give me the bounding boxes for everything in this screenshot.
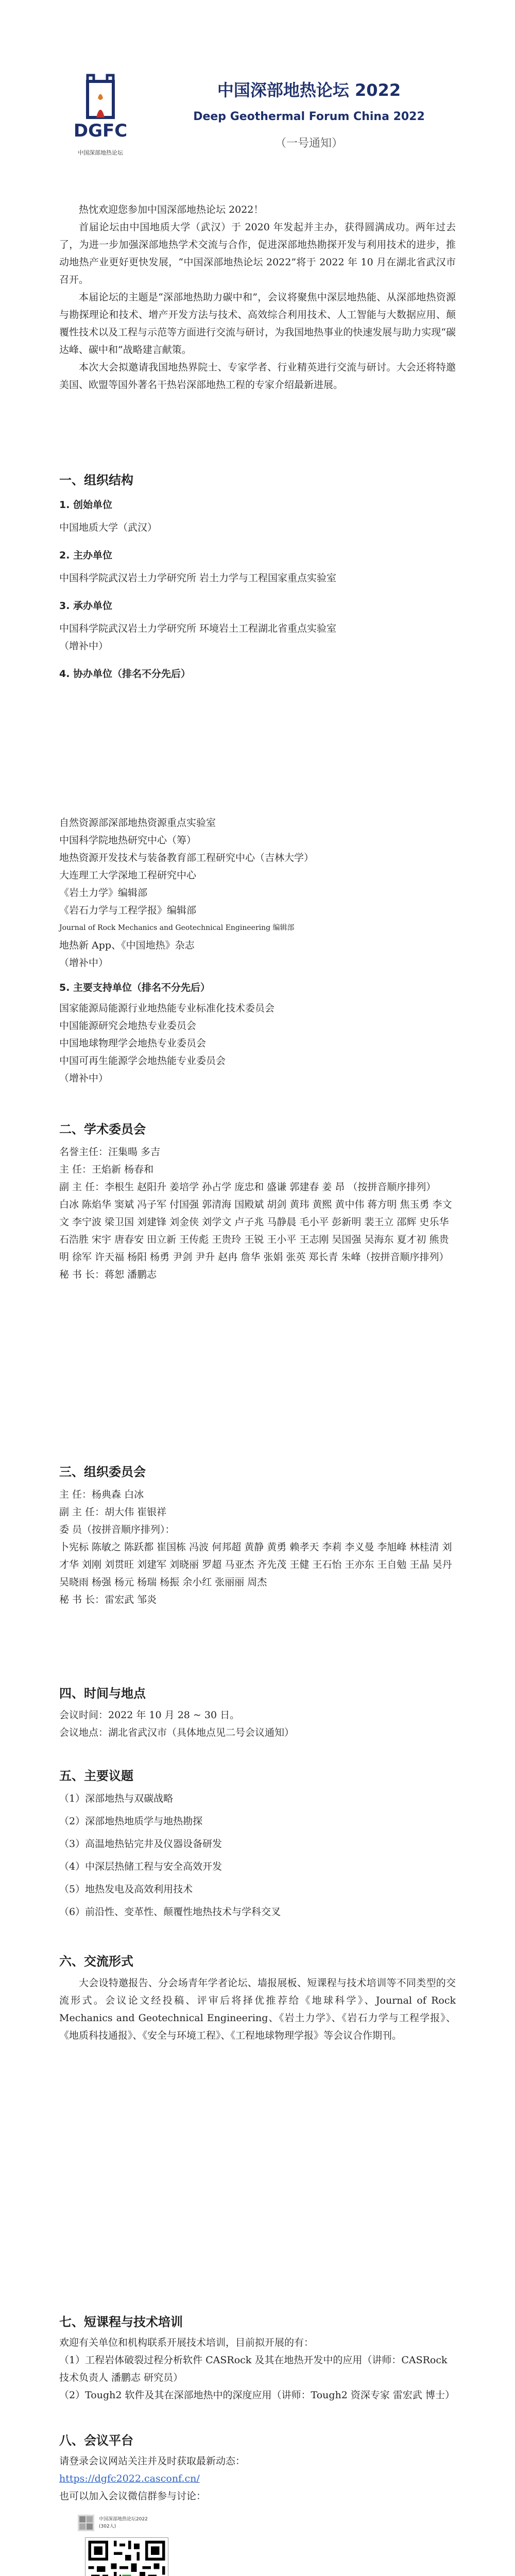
section-time-place <box>59 1685 456 1741</box>
co-organizer-item: 《岩石力学与工程学报》编辑部 <box>59 905 197 916</box>
supporter-item: （增补中） <box>59 1073 109 1084</box>
members-label: 委 员（按拼音顺序排列）： <box>59 1524 175 1535</box>
organizer-title: 3. 承办单位 <box>59 600 113 612</box>
meeting-place: 会议地点：湖北省武汉市（具体地点见二号会议通知） <box>59 1727 295 1738</box>
course-item: （2）Tough2 软件及其在深部地热中的深度应用（讲师：Tough2 资深专家 雷宏武 博士） <box>59 2389 455 2401</box>
intro-history: 首届论坛由中国地质大学（武汉）于 2020 年发起并主办，获得圆满成功。两年过去了，为进一步加强深部地热学术交流与合作，促进深部地热勘探开发与利用技术的进步，推动地热产业更好更快发展，“中国深部地热论坛 2022”将于 2022 年 10 月在湖北省武汉市召开。 <box>59 222 456 285</box>
founder-title: 1. 创始单位 <box>59 499 113 511</box>
honorary-chair: 名誉主任：汪集暘 多吉 <box>59 1146 161 1158</box>
group-name: 中国深部地热论坛2022 <box>99 2517 148 2522</box>
co-organizer-item: 大连理工大学深地工程研究中心 <box>59 870 197 881</box>
topic-list <box>59 1790 456 1921</box>
co-organizer-item: 《岩土力学》编辑部 <box>59 887 148 899</box>
topic-item: （2）深部地热地质学与地热勘探 <box>59 1816 203 1827</box>
co-organizer-item: 中国科学院地热研究中心（筹） <box>59 835 197 846</box>
host-title: 2. 主办单位 <box>59 550 113 561</box>
supporter-item: 中国可再生能源学会地热能专业委员会 <box>59 1055 226 1066</box>
topic-item: （3）高温地热钻完井及仪器设备研发 <box>59 1838 222 1850</box>
vice-chair: 副 主 任：李根生 赵阳升 姜培学 孙占学 庞忠和 盛谦 郭建春 姜 昂 （按拼音顺序排列） <box>59 1181 436 1193</box>
section-platform <box>59 2432 456 2505</box>
intro-welcome: 热忱欢迎您参加中国深部地热论坛 2022！ <box>79 204 264 215</box>
course-item: （1）工程岩体破裂过程分析软件 CASRock 及其在地热开发中的应用（讲师：CASRock 技术负责人 潘鹏志 研究员） <box>59 2354 448 2383</box>
section-academic-committee <box>59 1121 456 1283</box>
title-en: Deep Geothermal Forum China 2022 <box>193 110 425 123</box>
host-item: 中国科学院武汉岩土力学研究所 岩土力学与工程国家重点实验室 <box>59 572 337 584</box>
course-intro: 欢迎有关单位和机构联系开展技术培训，目前拟开展的有： <box>59 2337 314 2348</box>
wechat-group-header <box>77 2514 201 2535</box>
section-organization <box>59 471 456 683</box>
section-title: 七、短课程与技术培训 <box>59 2315 183 2329</box>
exchange-text: 大会设特邀报告、分会场青年学者论坛、墙报展板、短课程与技术培训等不同类型的交流形式。会议论文经投稿、评审后将择优推荐给《地球科学》、Journal of Rock Mechanics and Geotechnical Engineering、《岩土力学》、《岩石力学与工程学报》、《地质科技通报》、《安全与环境工程》、《工程地球物理学报》等会议合作期刊。 <box>59 1977 456 2041</box>
organizer-item: 中国科学院武汉岩土力学研究所 环境岩土工程湖北省重点实验室 <box>59 623 337 634</box>
committee-members: 卜宪标 陈敏之 陈跃都 崔国栋 冯波 何邦超 黄静 黄勇 赖孝天 李莉 李义曼 李旭峰 林桂清 刘才华 刘刚 刘贯旺 刘建军 刘晓丽 罗超 马亚杰 齐先茂 王健 王石怡 王亦东 王自勉 王晶 吴丹 吴晓雨 杨强 杨元 杨瑞 杨振 余小红 张丽丽 周杰 <box>59 1541 452 1588</box>
logo-text: DGFC <box>73 121 128 141</box>
topic-item: （6）前沿性、变革性、颠覆性地热技术与学科交叉 <box>59 1906 281 1918</box>
supporter-item: 中国地球物理学会地热专业委员会 <box>59 1038 207 1049</box>
title-block <box>165 77 453 150</box>
section-title: 四、时间与地点 <box>59 1686 146 1701</box>
secretary-general: 秘 书 长：雷宏武 邹炎 <box>59 1594 157 1605</box>
conference-website-link[interactable]: https://dgfc2022.casconf.cn/ <box>59 2473 200 2484</box>
co-organizer-item: 地热资源开发技术与装备教育部工程研究中心（吉林大学） <box>59 852 314 863</box>
vice-chair: 副 主 任：胡大伟 崔银祥 <box>59 1506 167 1518</box>
intro-invite: 本次大会拟邀请我国地热界院士、专家学者、行业精英进行交流与研讨。大会还将特邀美国、欧盟等国外著名干热岩深部地热工程的专家介绍最新进展。 <box>59 362 456 391</box>
supporter-item: 国家能源局能源行业地热能专业标准化技术委员会 <box>59 1003 275 1014</box>
secretary-general: 秘 书 长：蒋恕 潘鹏志 <box>59 1269 157 1280</box>
group-count: (302人) <box>99 2524 116 2529</box>
title-cn: 中国深部地热论坛 2022 <box>217 80 401 100</box>
header <box>62 62 453 196</box>
section-exchange <box>59 1953 456 2044</box>
section-topics <box>59 1767 456 1921</box>
section-title: 三、组织委员会 <box>59 1465 146 1479</box>
logo-subtitle: 中国深部地热论坛 <box>78 149 123 156</box>
wechat-qr-code[interactable] <box>85 2537 168 2576</box>
chair: 主 任：王焰新 杨春和 <box>59 1164 154 1175</box>
wechat-prompt: 也可以加入会议微信群参与讨论： <box>59 2490 207 2502</box>
notice-number: （一号通知） <box>274 137 343 150</box>
co-organizer-item: 自然资源部深部地热资源重点实验室 <box>59 817 216 828</box>
chair: 主 任：杨典森 白冰 <box>59 1489 144 1500</box>
topic-item: （4）中深层热储工程与安全高效开发 <box>59 1861 222 1872</box>
committee-members: 白冰 陈焰华 窦斌 冯子军 付国强 郭清海 国殿斌 胡剑 黄玮 黄熙 黄中伟 蒋方明 焦玉勇 李文文 李宁波 梁卫国 刘建锋 刘金侠 刘学文 卢子兆 马静晨 毛小平 彭新明 裴王立 邵辉 史乐华 石浩胜 宋宇 唐春安 田立新 王传彪 王贵玲 王锐 王小平 王志刚 吴国强 吴海东 夏才初 熊贵明 徐军 许天福 杨阳 杨勇 尹剑 尹升 赵冉 詹华 张娟 张英 郑长青 朱峰（按拼音顺序排列） <box>59 1199 452 1263</box>
section-title: 一、组织结构 <box>59 473 133 487</box>
co-organizer-item: 地热新 App、《中国地热》杂志 <box>59 940 195 951</box>
dgfc-logo <box>62 72 139 149</box>
co-organizer-item: Journal of Rock Mechanics and Geotechnical Engineering 编辑部 <box>59 924 295 932</box>
supporter-item: 中国能源研究会地热专业委员会 <box>59 1020 197 1031</box>
section-title: 二、学术委员会 <box>59 1122 146 1137</box>
intro <box>59 201 456 394</box>
section-title: 六、交流形式 <box>59 1954 133 1969</box>
group-avatar-icon <box>77 2514 95 2532</box>
organizer-item: （增补中） <box>59 640 109 652</box>
co-organizer-title: 4. 协办单位（排名不分先后） <box>59 668 191 680</box>
section-title: 八、会议平台 <box>59 2433 133 2448</box>
topic-item: （5）地热发电及高效利用技术 <box>59 1884 193 1895</box>
co-organizer-item: （增补中） <box>59 957 109 969</box>
intro-theme: 本届论坛的主题是“深部地热助力碳中和”，会议将聚焦中深层地热能、从深部地热资源与勘探理论和技术、增产开发方法与技术、高效综合利用技术、人工智能与大数据应用、颠覆性技术以及工程与示范等方面进行交流与研讨，为我国地热事业的快速发展与助力实现“碳达峰、碳中和”战略建言献策。 <box>59 292 456 355</box>
founder-item: 中国地质大学（武汉） <box>59 522 158 533</box>
section-title: 五、主要议题 <box>59 1769 133 1783</box>
section-short-course <box>59 2313 456 2404</box>
website-prompt: 请登录会议网站关注并及时获取最新动态： <box>59 2455 246 2467</box>
co-organizer-list <box>59 814 456 1087</box>
meeting-time: 会议时间：2022 年 10 月 28 ~ 30 日。 <box>59 1709 240 1721</box>
topic-item: （1）深部地热与双碳战略 <box>59 1793 174 1804</box>
supporter-title: 5. 主要支持单位（排名不分先后） <box>59 982 211 993</box>
section-organizing-committee <box>59 1463 456 1608</box>
